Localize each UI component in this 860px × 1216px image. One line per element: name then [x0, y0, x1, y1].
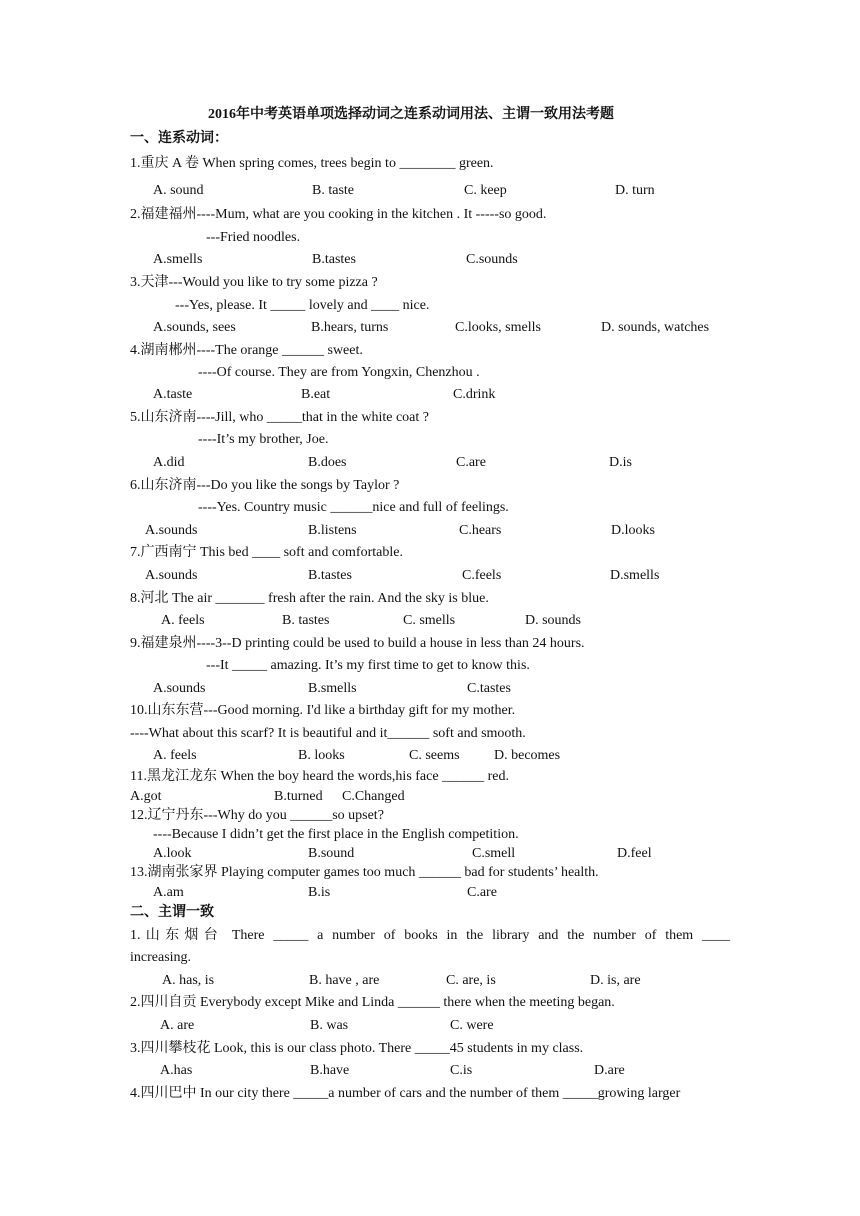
option-b[interactable]: B. tastes	[282, 613, 330, 628]
option-a[interactable]: A.taste	[153, 387, 193, 402]
option-d[interactable]: D. turn	[615, 183, 655, 198]
option-d[interactable]: D.are	[594, 1063, 625, 1078]
question-reply: ---Yes, please. It _____ lovely and ____ nice.	[175, 298, 430, 313]
option-b[interactable]: B.smells	[308, 681, 357, 696]
option-c[interactable]: C.smell	[472, 846, 516, 861]
question-stem: 13.湖南张家界 Playing computer games too much ______ bad for students’ health.	[130, 865, 599, 880]
option-a[interactable]: A.sounds	[153, 681, 206, 696]
question-stem: 3.四川攀枝花 Look, this is our class photo. There _____45 students in my class.	[130, 1041, 584, 1056]
question-stem: 5.山东济南----Jill, who _____that in the white coat ?	[130, 410, 429, 425]
option-b[interactable]: B. was	[310, 1018, 349, 1033]
options-row	[0, 1062, 860, 1080]
option-d[interactable]: D.is	[609, 455, 632, 470]
option-a[interactable]: A.am	[153, 885, 184, 900]
option-b[interactable]: B.turned	[274, 789, 323, 804]
option-b[interactable]: B. looks	[298, 748, 345, 763]
option-b[interactable]: B.tastes	[312, 252, 356, 267]
option-a[interactable]: A.sounds, sees	[153, 320, 236, 335]
option-b[interactable]: B.listens	[308, 523, 357, 538]
option-d[interactable]: D. is, are	[590, 973, 641, 988]
question-stem: 2.四川自贡 Everybody except Mike and Linda ______ there when the meeting began.	[130, 995, 615, 1010]
option-a[interactable]: A.got	[130, 789, 162, 804]
option-c[interactable]: C.feels	[462, 568, 502, 583]
option-c[interactable]: C. seems	[409, 748, 460, 763]
question-stem: 7.广西南宁 This bed ____ soft and comfortable.	[130, 545, 403, 560]
question-stem: 9.福建泉州----3--D printing could be used to build a house in less than 24 hours.	[130, 636, 585, 651]
option-a[interactable]: A.sounds	[145, 568, 198, 583]
options-row	[0, 612, 860, 630]
question-reply: ---It _____ amazing. It’s my first time to get to know this.	[206, 658, 530, 673]
question-stem: 1.重庆 A 卷 When spring comes, trees begin to ________ green.	[130, 156, 494, 171]
options-row	[0, 747, 860, 765]
option-b[interactable]: B.sound	[308, 846, 355, 861]
option-c[interactable]: C.hears	[459, 523, 502, 538]
option-c[interactable]: C.is	[450, 1063, 473, 1078]
options-row	[0, 788, 860, 806]
option-c[interactable]: C.Changed	[342, 789, 405, 804]
section-heading-linking-verbs: 一、连系动词：	[130, 131, 228, 146]
options-row	[0, 522, 860, 540]
options-row	[0, 680, 860, 698]
option-c[interactable]: C. smells	[403, 613, 456, 628]
option-b[interactable]: B. taste	[312, 183, 354, 198]
option-c[interactable]: C.sounds	[466, 252, 518, 267]
question-reply: ----Of course. They are from Yongxin, Chenzhou .	[198, 365, 480, 380]
option-c[interactable]: C. were	[450, 1018, 494, 1033]
options-row	[0, 972, 860, 990]
option-b[interactable]: B. have , are	[309, 973, 380, 988]
options-row	[0, 182, 860, 200]
question-stem: 8.河北 The air _______ fresh after the rain. And the sky is blue.	[130, 591, 489, 606]
option-d[interactable]: D.smells	[610, 568, 660, 583]
option-c[interactable]: C. keep	[464, 183, 507, 198]
option-c[interactable]: C.are	[456, 455, 486, 470]
option-a[interactable]: A. sound	[153, 183, 204, 198]
option-b[interactable]: B.is	[308, 885, 331, 900]
document-title: 2016年中考英语单项选择动词之连系动词用法、主谓一致用法考题	[208, 107, 614, 122]
option-a[interactable]: A.smells	[153, 252, 203, 267]
question-stem: 1.山东烟台 There _____ a number of books in the library and the number of them ____	[130, 928, 730, 943]
section-heading-agreement: 二、主谓一致	[130, 905, 214, 920]
question-stem: 6.山东济南---Do you like the songs by Taylor ?	[130, 478, 400, 493]
options-row	[0, 884, 860, 902]
option-c[interactable]: C.drink	[453, 387, 496, 402]
options-row	[0, 845, 860, 863]
option-d[interactable]: D. sounds	[525, 613, 582, 628]
option-a[interactable]: A.did	[153, 455, 185, 470]
option-a[interactable]: A. are	[160, 1018, 195, 1033]
option-a[interactable]: A. feels	[161, 613, 205, 628]
options-row	[0, 319, 860, 337]
option-d[interactable]: D. becomes	[494, 748, 561, 763]
option-d[interactable]: D.looks	[611, 523, 655, 538]
question-reply: ----It’s my brother, Joe.	[198, 432, 329, 447]
question-reply: ----What about this scarf? It is beautiful and it______ soft and smooth.	[130, 726, 526, 741]
question-stem: 2.福建福州----Mum, what are you cooking in the kitchen . It -----so good.	[130, 207, 547, 222]
option-a[interactable]: A.look	[153, 846, 192, 861]
options-row	[0, 251, 860, 269]
options-row	[0, 454, 860, 472]
option-b[interactable]: B.eat	[301, 387, 331, 402]
question-reply: ----Yes. Country music ______nice and full of feelings.	[198, 500, 509, 515]
options-row	[0, 567, 860, 585]
option-a[interactable]: A.sounds	[145, 523, 198, 538]
question-stem-continued: increasing.	[130, 950, 192, 965]
question-stem: 10.山东东营---Good morning. I'd like a birthday gift for my mother.	[130, 703, 516, 718]
question-reply: ----Because I didn’t get the first place in the English competition.	[153, 827, 519, 842]
question-stem: 12.辽宁丹东---Why do you ______so upset?	[130, 808, 384, 823]
option-a[interactable]: A. feels	[153, 748, 197, 763]
option-a[interactable]: A. has, is	[162, 973, 215, 988]
question-reply: ---Fried noodles.	[206, 230, 301, 245]
options-row	[0, 1017, 860, 1035]
question-stem: 4.四川巴中 In our city there _____a number of cars and the number of them _____growing larger	[130, 1086, 681, 1101]
option-d[interactable]: D. sounds, watches	[601, 320, 710, 335]
option-b[interactable]: B.hears, turns	[311, 320, 389, 335]
option-c[interactable]: C.looks, smells	[455, 320, 541, 335]
option-c[interactable]: C. are, is	[446, 973, 496, 988]
option-b[interactable]: B.does	[308, 455, 347, 470]
question-stem: 3.天津---Would you like to try some pizza ?	[130, 275, 378, 290]
option-a[interactable]: A.has	[160, 1063, 193, 1078]
option-b[interactable]: B.tastes	[308, 568, 352, 583]
question-stem: 4.湖南郴州----The orange ______ sweet.	[130, 343, 363, 358]
question-stem: 11.黑龙江龙东 When the boy heard the words,his face ______ red.	[130, 769, 509, 784]
option-b[interactable]: B.have	[310, 1063, 350, 1078]
option-d[interactable]: D.feel	[617, 846, 652, 861]
option-c[interactable]: C.are	[467, 885, 497, 900]
option-c[interactable]: C.tastes	[467, 681, 511, 696]
options-row	[0, 386, 860, 404]
